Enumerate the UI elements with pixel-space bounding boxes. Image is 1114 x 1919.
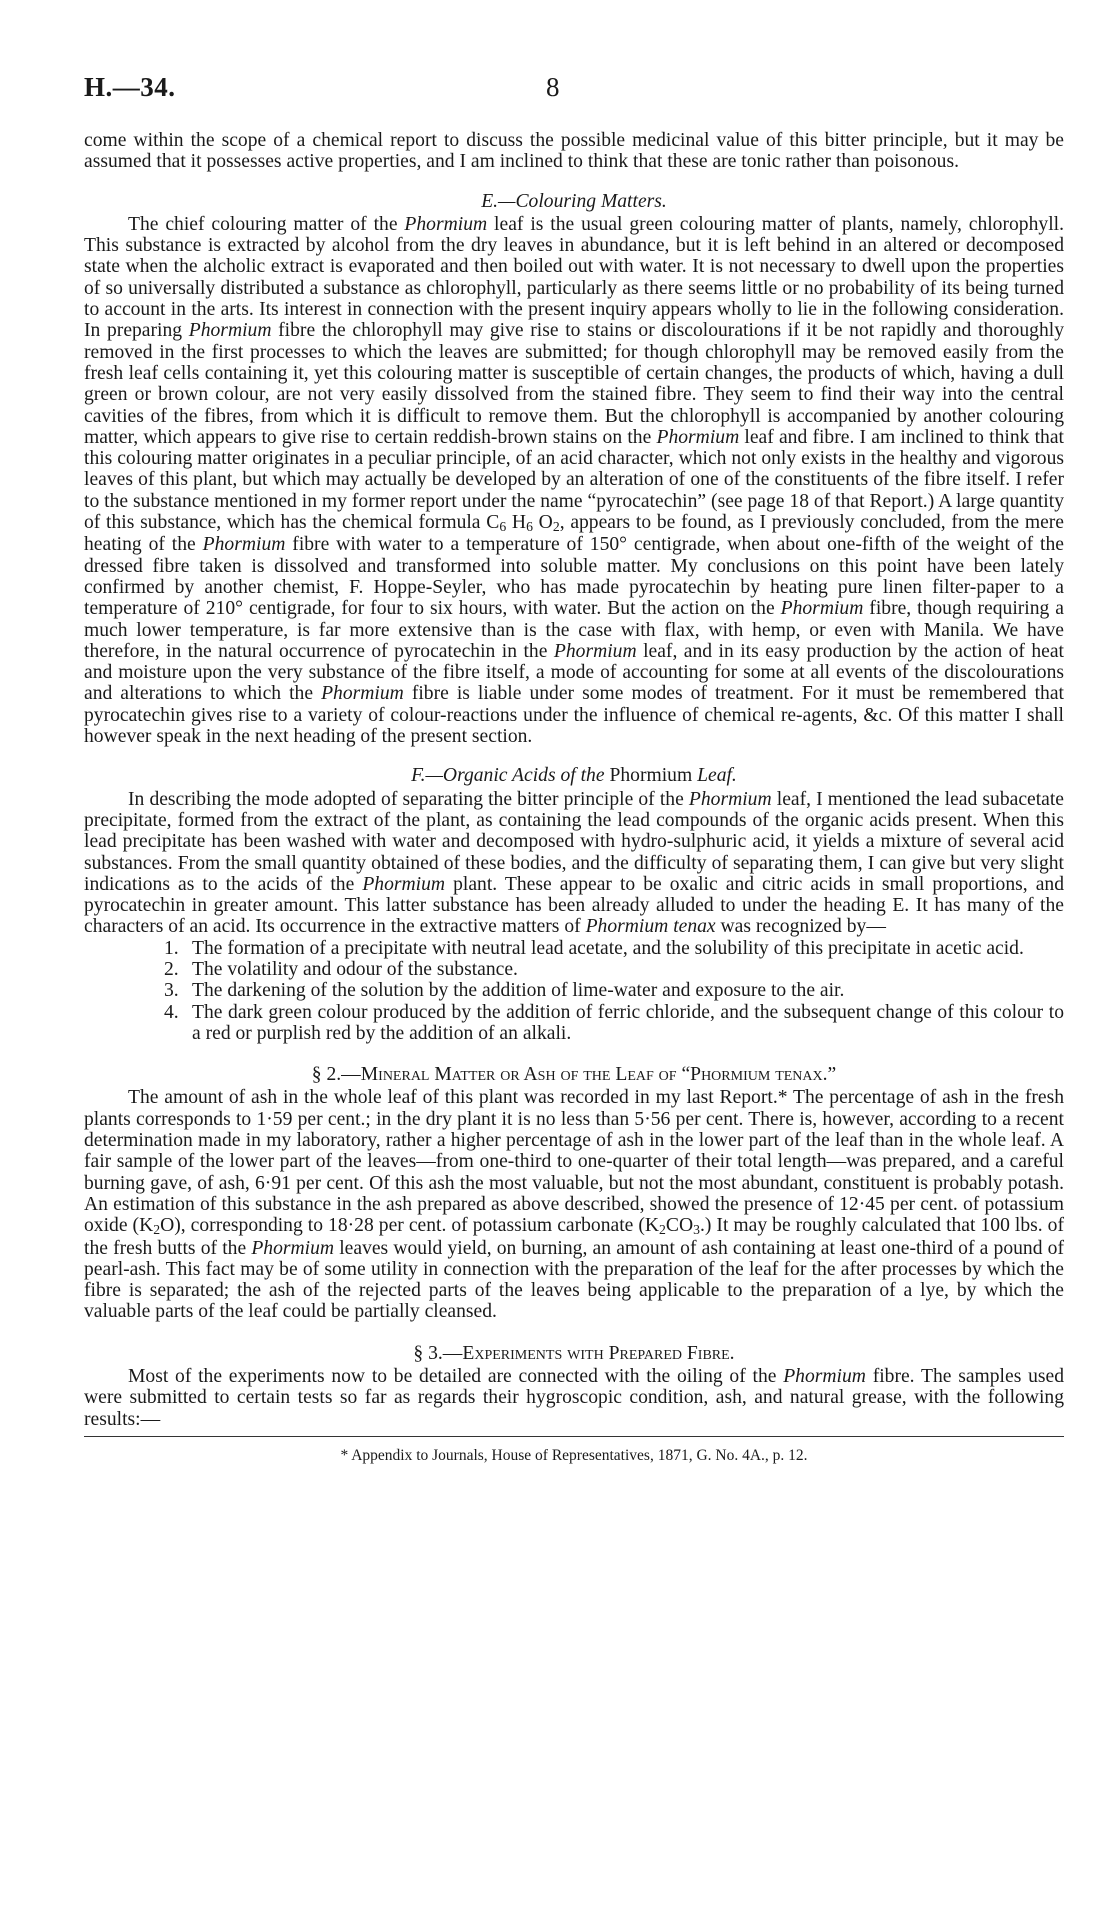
footnote: * Appendix to Journals, House of Representatives, 1871, G. No. 4A., p. 12. (340, 1446, 808, 1464)
section-f-paragraph: In describing the mode adopted of separating the bitter principle of the Phormium leaf, I mentioned the lead subacetate precipitate, formed from the extract of the plant, as containing the lead compounds of the organic acids present. When this lead precipitate has been washed with water and decomposed with hydro-sulphuric acid, it yields a mixture of several acid substances. From the small quantity obtained of these bodies, and the difficulty of separating them, I can give but very slight indications as to the acids of the Phormium plant. These appear to be oxalic and citric acids in small proportions, and pyrocatechin in greater amount. This latter substance has been already alluded to under the heading E. It has many of the characters of an acid. Its occurrence in the extractive matters of Phormium tenax was recognized by— (84, 788, 1064, 938)
section-2-paragraph: The amount of ash in the whole leaf of this plant was recorded in my last Report.* The percentage of ash in the fresh plants corresponds to 1·59 per cent.; in the dry plant it is no less than 5·56 per cent. There is, however, according to a recent determination made in my laboratory, rather a higher percentage of ash in the lower part of the leaf than in the whole leaf. A fair sample of the lower part of the leaves—from one-third to one-quarter of their total length—was prepared, and a careful burning gave, of ash, 6·91 per cent. Of this ash the most valuable, but not the most abundant, constituent is probably potash. An estimation of this substance in the ash prepared as above described, showed the presence of 12·45 per cent. of potassium oxide $(K_2O)$, corresponding to 18·28 per cent. of potassium carbonate $(K_2CO_3.)$ It may be roughly calculated that 100 lbs. of the fresh butts of the Phormium leaves would yield, on burning, an amount of ash containing at least one-third of a pound of pearl-ash. This fact may be of some utility in connection with the preparation of the leaf for the after processes by which the fibre is separated; the ash of the rejected parts of the leaves being applicable to the preparation of a lye, by which the valuable parts of the leaf could be partially cleansed. (84, 1087, 1065, 1323)
recognition-list (84, 938, 1064, 1044)
footnote-divider (84, 1436, 1064, 1437)
list-item: 1. The formation of a precipitate with neutral lead acetate, and the solubility of this precipitate in acetic acid. (164, 937, 1024, 959)
section-f-heading: F.—Organic Acids of the Phormium Leaf. (411, 765, 737, 787)
chemical-formula: $C_6$ $H_6$ $O_2$ (486, 512, 560, 535)
section-3-heading: § 3.—Experiments with Prepared Fibre. (413, 1342, 735, 1364)
list-item: 3. The darkening of the solution by the addition of lime-water and exposure to the air. (164, 980, 845, 1002)
page-number: 8 (546, 72, 560, 102)
list-item: 2. The volatility and odour of the substance. (164, 958, 518, 980)
section-2-heading: § 2.—Mineral Matter or Ash of the Leaf of “Phormium tenax.” (311, 1064, 837, 1086)
page-header (84, 72, 1064, 112)
section-e-paragraph: The chief colouring matter of the Phormium leaf is the usual green colouring matter of plants, namely, chlorophyll. This substance is extracted by alcohol from the dry leaves in abundance, but it is left behind in an altered or decomposed state when the alcholic extract is evaporated and then boiled out with water. It is not necessary to dwell upon the properties of so universally distributed a substance as chlorophyll, particularly as there seems little or no probability of its being turned to account in the arts. Its interest in connection with the present inquiry appears wholly to lie in the following consideration. In preparing Phormium fibre the chlorophyll may give rise to stains or discolourations if it be not rapidly and thoroughly removed in the first processes to which the leaves are submitted; for though chlorophyll may be removed easily from the fresh leaf cells containing it, yet this colouring matter is susceptible of certain changes, the products of which, having a dull green or brown colour, are not very easily dissolved from the stained fibre. They seem to find their way into the central cavities of the fibres, from which it is difficult to remove them. But the chlorophyll is accompanied by another colouring matter, which appears to give rise to certain reddish-brown stains on the Phormium leaf and fibre. I am inclined to think that this colouring matter originates in a peculiar principle, of an acid character, which not only exists in the healthy and vigorous leaves of this plant, but which may actually be developed by an alteration of one of the constituents of the fibre itself. I refer to the substance mentioned in my former report under the name “pyrocatechin” (see page 18 of that Report.) A large quantity of this substance, which has the chemical formula $C_6$ $H_6$ $O_2$, appears to be found, as I previously concluded, from the mere heating of the Phormium fibre with water to a temperature of 150° centigrade, when about one-fifth of the weight of the dressed fibre taken is dissolved and transformed into soluble matter. My conclusions on this point have been lately confirmed by another chemist, F. Hoppe-Seyler, who has made pyrocatechin by heating pure linen filter-paper to a temperature of 210° centigrade, for four to six hours, with water. But the action on the Phormium fibre, though requiring a much lower temperature, is far more extensive than is the case with flax, with hemp, or even with Manila. We have therefore, in the natural occurrence of pyrocatechin in the Phormium leaf, and in its easy production by the action of heat and moisture upon the very substance of the fibre itself, a mode of accounting for some at all events of the discolourations and alterations to which the Phormium fibre is liable under some modes of treatment. For it must be remembered that pyrocatechin gives rise to a variety of colour-reactions under the influence of chemical re-agents, &c. Of this matter I shall however speak in the next heading of the present section. (84, 213, 1064, 748)
list-item: 4. The dark green colour produced by the addition of ferric chloride, and the subsequent change of this colour to a red or purplish red by the addition of an alkali. (164, 1001, 1064, 1044)
intro-paragraph: come within the scope of a chemical report to discuss the possible medicinal value of this bitter principle, but it may be assumed that it possesses active properties, and I am inclined to think that these are tonic rather than poisonous. (84, 130, 1064, 173)
page-body (84, 130, 1064, 1466)
section-e-heading: E.—Colouring Matters. (481, 190, 667, 212)
section-3-paragraph: Most of the experiments now to be detailed are connected with the oiling of the Phormium fibre. The samples used were submitted to certain tests so far as regards their hygroscopic condition, ash, and natural grease, with the following results:— (84, 1366, 1064, 1430)
document-id: H.—34. (84, 72, 176, 102)
